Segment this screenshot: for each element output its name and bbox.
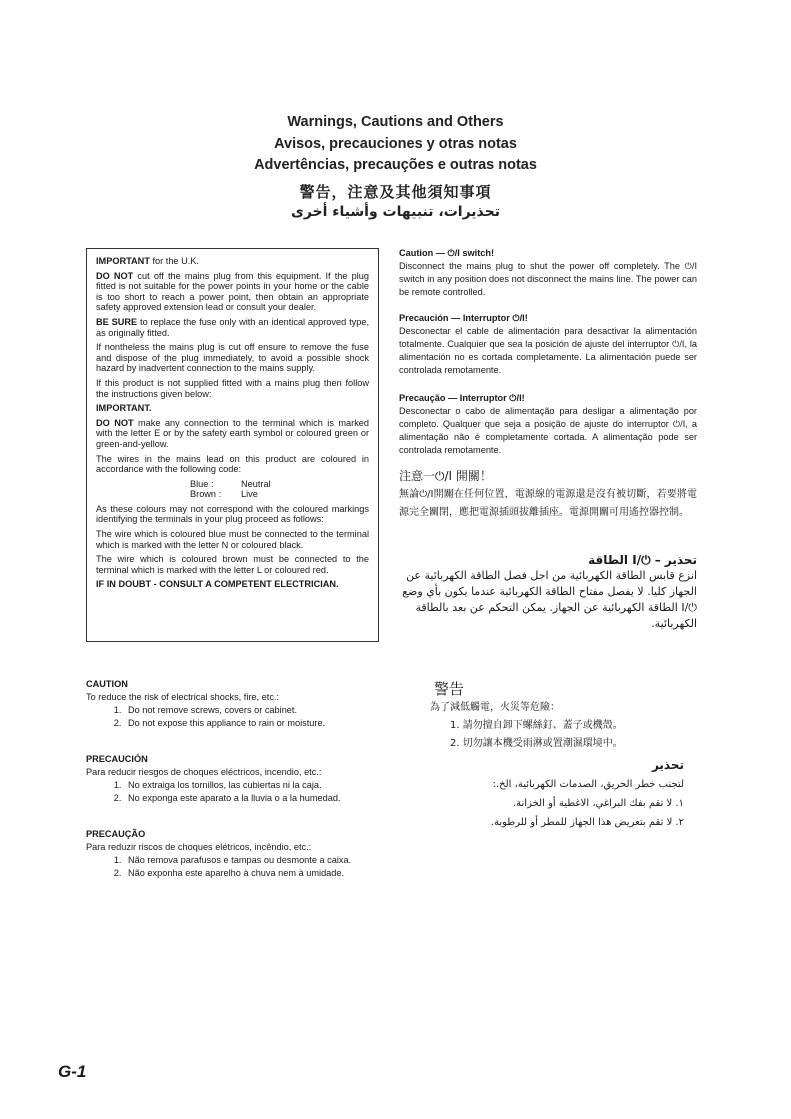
list-item: ١. لا تقم بفك البراغي، الاغطية أو الخزانة. [512,798,684,809]
title-portuguese: Advertências, precauções e outras notas [254,157,537,173]
shock-caution-ar: تحذير لتجنب خطر الحريق، الصدمات الكهربائية، الخ.: ١. لا تقم بفك البراغي، الاغطية أو الخزانة. ٢. لا تقم بتعريض هذا الجهاز للمطر أو للرطوبة. [400,756,684,832]
shock-caution-en: CAUTION To reduce the risk of electrical shocks, fire, etc.: 1. Do not remove screws, covers or cabinet. 2. Do not expose this appliance to rain or moisture. [86,678,386,730]
list-item: 2. 切勿讓本機受雨淋或置潮濕環境中。 [450,738,623,749]
list-item: ٢. لا تقم بتعريض هذا الجهاز للمطر أو للرطوبة. [490,817,684,828]
switch-caution-ar: تحذير – ⏻/I الطاقة انزع قابس الطاقة الكهربائية من اجل فصل الطاقة الكهربائية عن الجهاز كليا. لا يفصل مفتاح الطاقة الكهربائية عندما يكون بأي وضع ⏻/I الطاقة الكهربائية عن الجهاز. يمكن التحكم عن بعد بالطاقة الكهربائية. [402,553,697,630]
uk-paragraph: As these colours may not correspond with the coloured markings identifying the terminals in your plug proceed as follows: [96,503,369,525]
title-spanish: Avisos, precauciones y otras notas [274,136,517,152]
uk-paragraph: DO NOT make any connection to the terminal which is marked with the letter E or by the safety earth symbol or coloured green or green-and-yellow. [96,417,370,449]
switch-caution-en: Caution — ⏻/I switch! Disconnect the mains plug to shut the power off completely. The ⏻/I switch in any position does not disconnect the mains line. The power can be remote controlled. [399,248,697,297]
page-number: G-1 [58,1062,87,1081]
list-item: 1. 請勿擅自卸下螺絲釘、蓋子或機殼。 [450,720,623,731]
title-english: Warnings, Cautions and Others [287,114,504,130]
shock-caution-pt: PRECAUÇÃO Para reduzir riscos de choques elétricos, incêndio, etc.: 1. Não remova parafusos e tampas ou desmonte a caixa. 2. Não exponha este aparelho à chuva nem à umidade. [86,828,386,880]
uk-paragraph: The wire which is coloured blue must be connected to the terminal which is marked with the letter N or coloured black. [96,529,369,550]
uk-paragraph: The wires in the mains lead on this product are coloured in accordance with the following code: [96,453,369,475]
title-arabic: تحذيرات، تنبيهات وأشياء أخرى [290,204,500,220]
list-item: 2. Não exponha este aparelho à chuva nem à umidade. [124,867,384,880]
list-item: 1. Não remova parafusos e tampas ou desmonte a caixa. [124,854,384,867]
uk-if-in-doubt: IF IN DOUBT - CONSULT A COMPETENT ELECTRICIAN. [96,579,339,590]
wire-color-row: Blue : Neutral [190,478,271,489]
shock-caution-es: PRECAUCIÓN Para reducir riesgos de choques eléctricos, incendio, etc.: 1. No extraiga los tornillos, las cubiertas ni la caja. 2. No exponga este aparato a la lluvia o a la humedad. [86,753,386,805]
wire-color-row: Brown : Live [190,489,258,500]
uk-important-label: IMPORTANT. [96,403,152,414]
switch-caution-zh: 注意一⏻/I 開關！ 無論⏻/I開關在任何位置，電源線的電源還是沒有被切斷，若要將電源完全關閉，應把電源插頭拔離插座。電源開關可用遙控器控制。 [399,469,697,518]
switch-caution-es: Precaución — Interruptor ⏻/I! Desconectar el cable de alimentación para desactivar la alimentación totalmente. Cualquier que sea la posición de ajuste del interruptor ⏻/I, la alimentación no es cortada completamente. La alimentación puede ser controlada remotamente. [399,313,697,375]
title-chinese: 警告，注意及其他須知事項 [299,183,492,201]
uk-paragraph: The wire which is coloured brown must be connected to the terminal which is marked with the letter L or coloured red. [96,554,369,575]
list-item: 1. Do not remove screws, covers or cabinet. [124,704,386,717]
uk-paragraph: If nontheless the mains plug is cut off ensure to remove the fuse and dispose of the plug immediately, to avoid a possible shock hazard by inadvertent connection to the mains supply. [96,342,369,374]
wire-color-code [190,479,369,500]
list-item: 2. No exponga este aparato a la lluvia o a la humedad. [124,792,386,805]
uk-paragraph: BE SURE to replace the fuse only with an identical approved type, as originally fitted. [96,316,370,338]
list-item: 1. No extraiga los tornillos, las cubiertas ni la caja. [124,779,386,792]
uk-important-box [86,248,379,642]
uk-paragraph: If this product is not supplied fitted with a mains plug then follow the instructions given below: [96,377,369,399]
switch-caution-pt: Precaução — Interruptor ⏻/I! Desconectar o cabo de alimentação para desligar a alimentação por completo. Qualquer que seja a posição de ajuste do interruptor ⏻/I, a alimentação não é completamente cortada. A alimentação pode ser controlada remotamente. [399,393,697,455]
uk-important-heading: IMPORTANT for the U.K. [96,256,199,266]
uk-paragraph: DO NOT cut off the mains plug from this equipment. If the plug fitted is not suitable for the power points in your home or the cable is too short to reach a power point, then obtain an appropriate safety approved extension lead or consult your dealer. [96,270,369,313]
list-item: 2. Do not expose this appliance to rain or moisture. [124,717,386,730]
shock-caution-zh: 警告 為了減低觸電，火災等危險： 1. 請勿擅自卸下螺絲釘、蓋子或機殼。 2. 切勿讓本機受雨淋或置潮濕環境中。 [430,678,700,753]
